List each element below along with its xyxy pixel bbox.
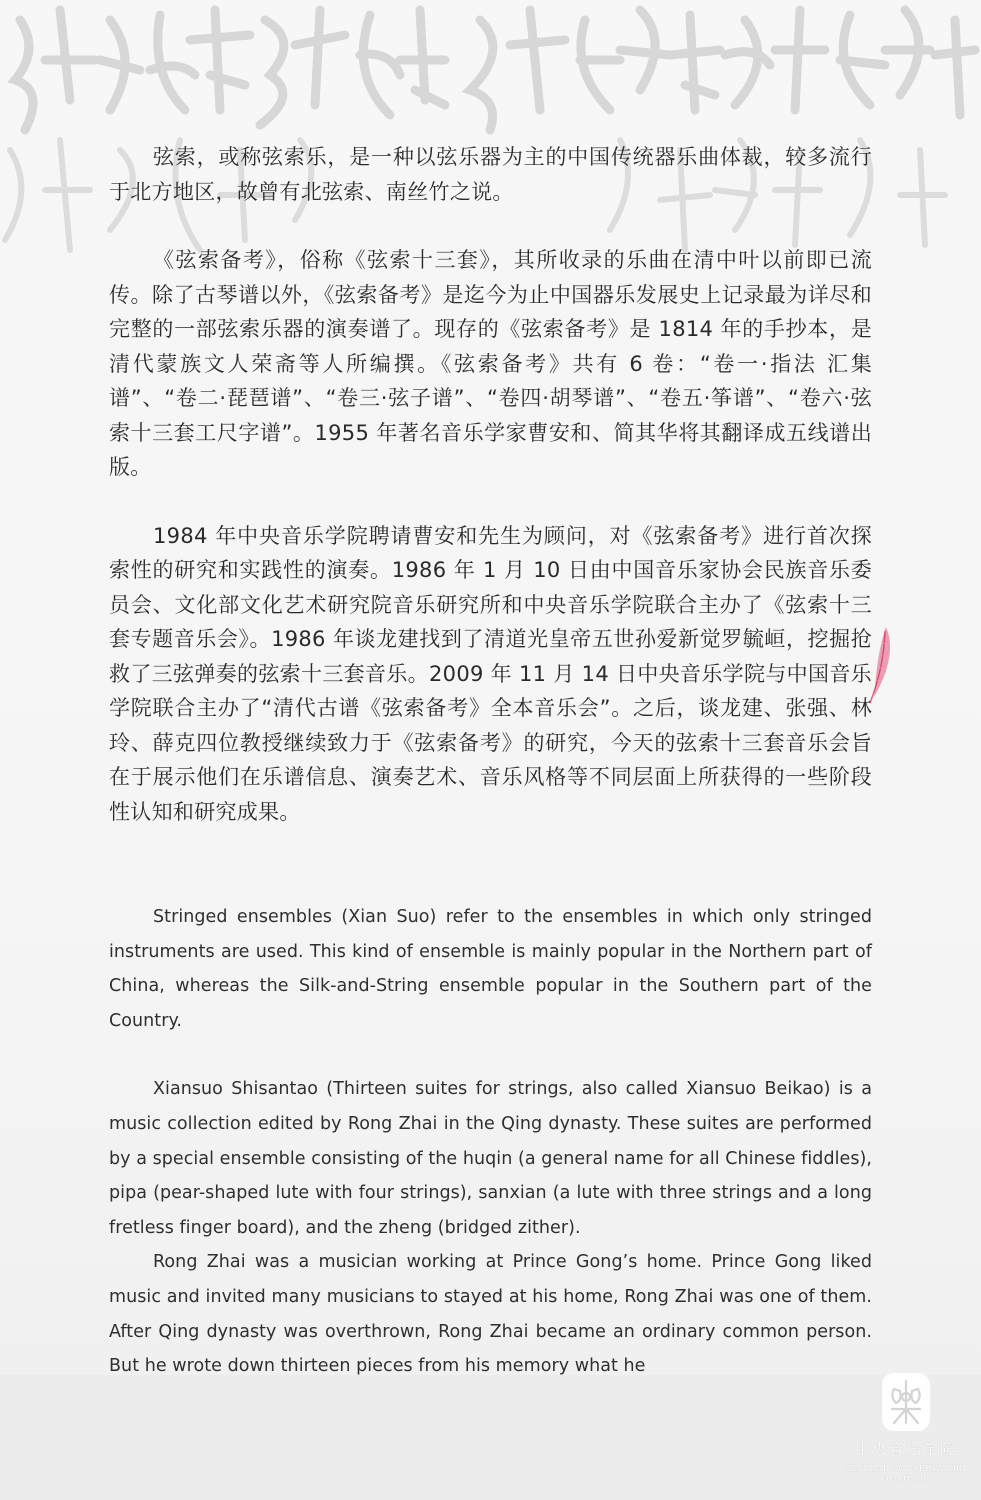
chinese-paragraph: 《弦索备考》，俗称《弦索十三套》，其所收录的乐曲在清中叶以前即已流传。除了古琴谱以外，《弦索备考》是迄今为止中国器乐发展史上记录最为详尽和完整的一部弦索乐器的演奏谱了。现存的《弦索备考》是 1814 年的手抄本，是清代蒙族文人荣斋等人所编撰。《弦索备考》共有 6 卷：“卷一·指法 汇集谱”、“卷二·琵琶谱”、“卷三·弦子谱”、“卷四·胡琴谱”、“卷五·筝谱”、“卷六·弦索十三套工尺字谱”。1955 年著名音乐学家曹安和、简其华将其翻译成五线谱出版。 bbox=[109, 248, 872, 479]
chinese-paragraph: 1984 年中央音乐学院聘请曹安和先生为顾问，对《弦索备考》进行首次探索性的研究和实践性的演奏。1986 年 1 月 10 日由中国音乐家协会民族音乐委员会、文化部文化艺术研究院音乐研究所和中央音乐学院联合主办了《弦索十三套专题音乐会》。1986 年谈龙建找到了清道光皇帝五世孙爱新觉罗毓峘，挖掘抢救了三弦弹奏的弦索十三套音乐。2009 年 11 月 14 日中央音乐学院与中国音乐学院联合主办了“清代古谱《弦索备考》全本音乐会”。之后，谈龙建、张强、林玲、薛克四位教授继续致力于《弦索备考》的研究，今天的弦索十三套音乐会旨在于展示他们在乐谱信息、演奏艺术、音乐风格等不同层面上所获得的一些阶段性认知和研究成果。 bbox=[109, 523, 872, 824]
english-paragraph: Rong Zhai was a musician working at Prince Gong’s home. Prince Gong liked music and invited many musicians to stayed at his home, Rong Zhai was one of them. After Qing dynasty was overthrown, Rong Zhai became an ordinary common person. But he wrote down thirteen pieces from his memory what he bbox=[109, 1252, 872, 1377]
english-introduction bbox=[109, 900, 872, 1384]
conservatory-logo bbox=[838, 1365, 974, 1490]
chinese-paragraph: 弦索，或称弦索乐，是一种以弦乐器为主的中国传统器乐曲体裁，较多流行于北方地区，故曾有北弦索、南丝竹之说。 bbox=[109, 145, 872, 204]
yue-music-seal-icon bbox=[880, 1371, 932, 1433]
logo-name-english: CENTRAL CONSERVATORY bbox=[843, 1464, 969, 1473]
english-paragraph: Stringed ensembles (Xian Suo) refer to the ensembles in which only stringed instruments are used. This kind of ensemble is mainly popular in the Northern part of China, whereas the Silk-and-String ensemble popular in the Southern part of the Country. bbox=[109, 907, 872, 1031]
footer-band bbox=[0, 1375, 981, 1500]
english-paragraph: Xiansuo Shisantao (Thirteen suites for strings, also called Xiansuo Beikao) is a music collection edited by Rong Zhai in the Qing dynasty. These suites are performed by a special ensemble consisting of the huqin (a general name for all Chinese fiddles), pipa (pear-shaped lute with four strings), sanxian (a lute with three strings and a long fretless finger board), and the zheng (bridged zither). bbox=[109, 1079, 872, 1238]
chinese-introduction bbox=[109, 140, 872, 863]
feather-icon bbox=[860, 625, 896, 705]
logo-name-english: OF MUSIC bbox=[881, 1475, 931, 1484]
logo-name-chinese: 中央音乐学院 bbox=[854, 1440, 957, 1458]
